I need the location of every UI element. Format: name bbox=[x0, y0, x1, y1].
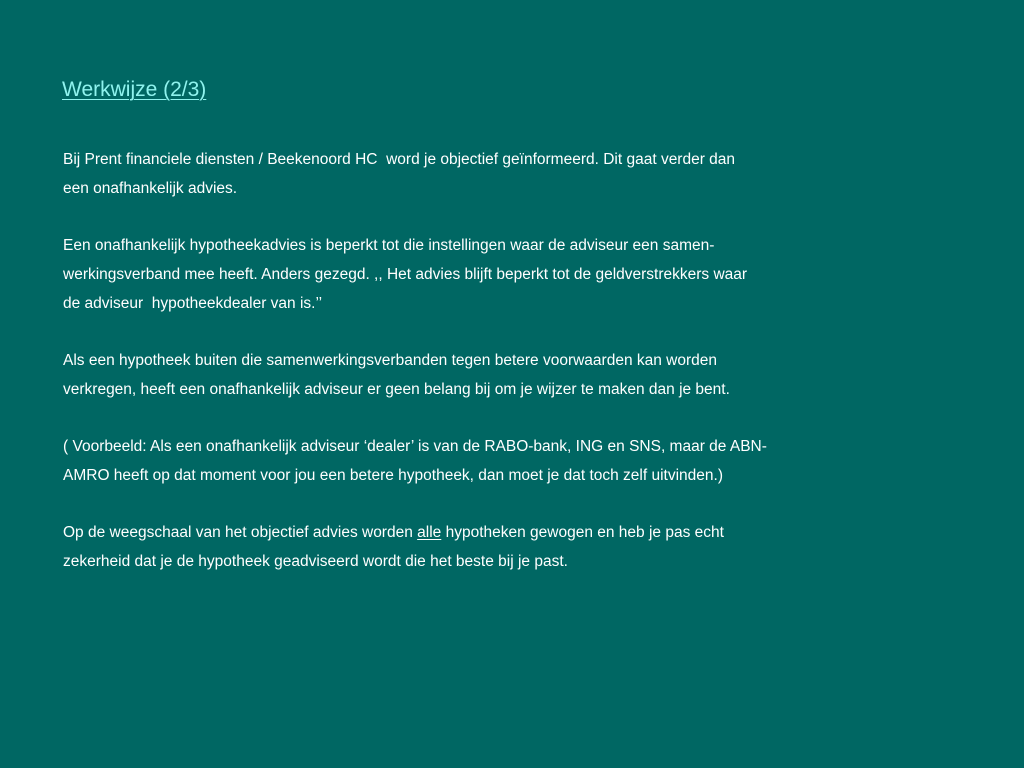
paragraph-3 bbox=[63, 347, 893, 404]
slide-body bbox=[63, 146, 893, 576]
paragraph-3-line-2: verkregen, heeft een onafhankelijk adviseur er geen belang bij om je wijzer te maken dan je bent. bbox=[63, 380, 730, 398]
paragraph-4-line-1: ( Voorbeeld: Als een onafhankelijk adviseur ‘dealer’ is van de RABO-bank, ING en SNS, maar de ABN- bbox=[63, 437, 767, 455]
slide-title-link[interactable]: Werkwijze (2/3) bbox=[62, 78, 207, 101]
paragraph-5-line-2: zekerheid dat je de hypotheek geadviseerd wordt die het beste bij je past. bbox=[63, 552, 568, 570]
paragraph-5-line-1-before: Op de weegschaal van het objectief advies worden bbox=[63, 524, 418, 542]
paragraph-2 bbox=[63, 232, 893, 318]
underlined-word-alle: alle bbox=[417, 524, 442, 542]
paragraph-2-line-1: Een onafhankelijk hypotheekadvies is beperkt tot die instellingen waar de adviseur een samen- bbox=[63, 237, 715, 255]
paragraph-4 bbox=[63, 433, 893, 490]
paragraph-2-line-3: de adviseur hypotheekdealer van is.’’ bbox=[63, 294, 323, 312]
paragraph-1-line-2: een onafhankelijk advies. bbox=[63, 179, 238, 197]
paragraph-5-line-1-after: hypotheken gewogen en heb je pas echt bbox=[441, 524, 724, 542]
paragraph-1 bbox=[63, 146, 893, 203]
paragraph-2-line-2: werkingsverband mee heeft. Anders gezegd. ,, Het advies blijft beperkt tot de geldverstrekkers waar bbox=[63, 265, 748, 283]
paragraph-3-line-1: Als een hypotheek buiten die samenwerkingsverbanden tegen betere voorwaarden kan worden bbox=[63, 351, 718, 369]
paragraph-1-line-1: Bij Prent financiele diensten / Beekenoord HC word je objectief geïnformeerd. Dit gaat verder dan bbox=[63, 151, 736, 168]
paragraph-5 bbox=[63, 519, 893, 576]
paragraph-4-line-2: AMRO heeft op dat moment voor jou een betere hypotheek, dan moet je dat toch zelf uitvinden.) bbox=[63, 466, 723, 484]
